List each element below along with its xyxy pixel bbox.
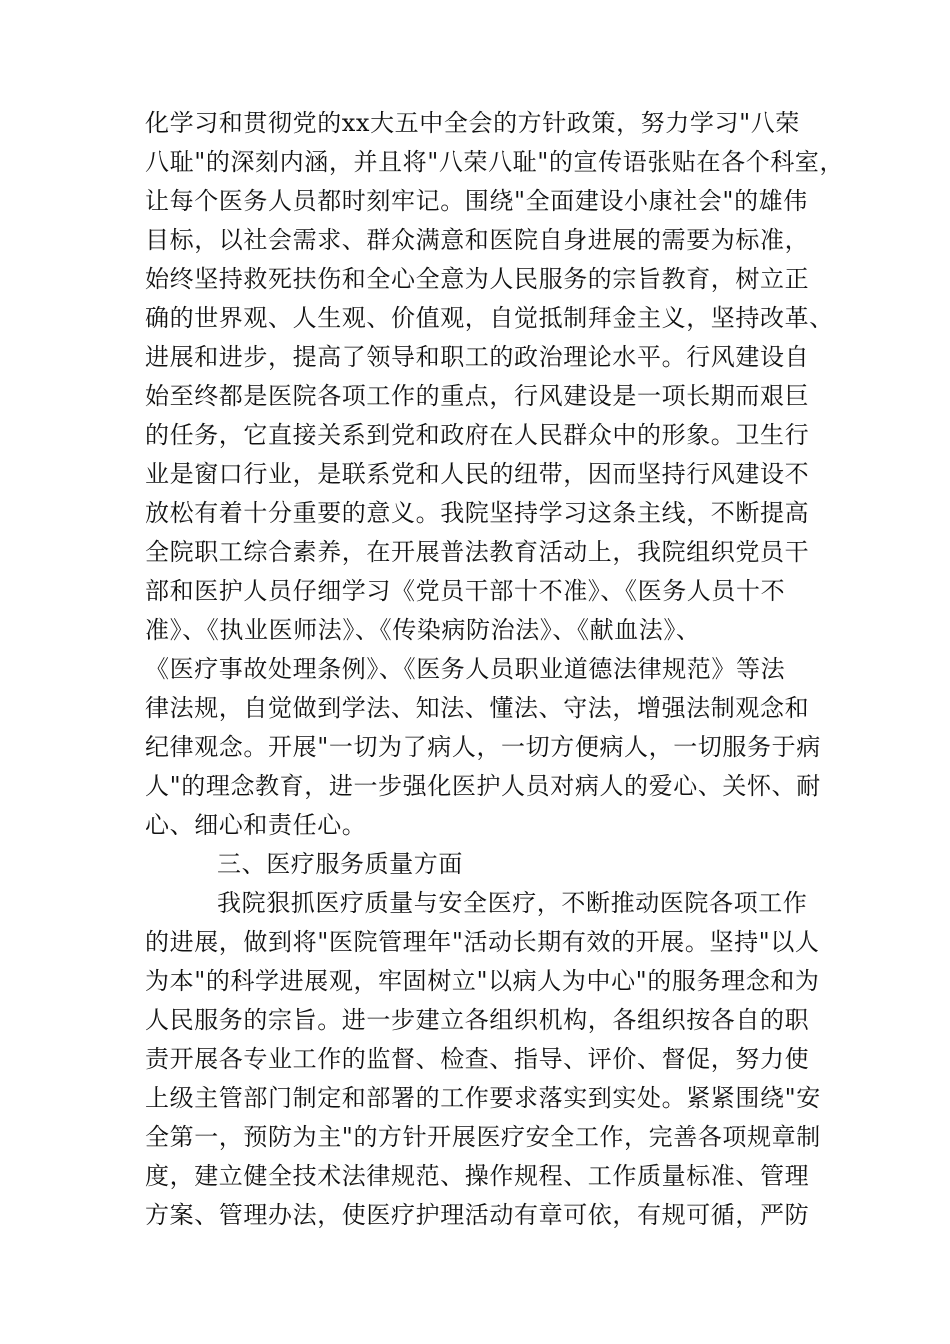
text-line: 化学习和贯彻党的xx大五中全会的方针政策，努力学习"八荣 xyxy=(145,109,800,137)
text-line: 人民服务的宗旨。进一步建立各组织机构，各组织按各自的职 xyxy=(145,1006,810,1034)
text-line: 人"的理念教育，进一步强化医护人员对病人的爱心、关怀、耐 xyxy=(145,772,821,800)
text-line: 《医疗事故处理条例》、《医务人员职业道德法律规范》等法 xyxy=(145,655,786,683)
text-line: 确的世界观、人生观、价值观，自觉抵制拜金主义，坚持改革、 xyxy=(145,304,834,332)
text-line: 始至终都是医院各项工作的重点，行风建设是一项长期而艰巨 xyxy=(145,382,810,410)
text-line: 责开展各专业工作的监督、检查、指导、评价、督促，努力使 xyxy=(145,1045,810,1073)
text-line: 让每个医务人员都时刻牢记。围绕"全面建设小康社会"的雄伟 xyxy=(145,187,808,215)
paragraph-1 xyxy=(145,104,845,845)
text-line: 为本"的科学进展观，牢固树立"以病人为中心"的服务理念和为 xyxy=(145,967,820,995)
text-line: 度，建立健全技术法律规范、操作规程、工作质量标准、管理 xyxy=(145,1162,810,1190)
text-line: 律法规，自觉做到学法、知法、懂法、守法，增强法制观念和 xyxy=(145,694,810,722)
section-heading: 三、医疗服务质量方面 xyxy=(217,850,463,878)
text-line: 八耻"的深刻内涵，并且将"八荣八耻"的宣传语张贴在各个科室， xyxy=(145,148,845,176)
text-line: 放松有着十分重要的意义。我院坚持学习这条主线，不断提高 xyxy=(145,499,810,527)
text-line: 的任务，它直接关系到党和政府在人民群众中的形象。卫生行 xyxy=(145,421,810,449)
text-line: 目标，以社会需求、群众满意和医院自身进展的需要为标准， xyxy=(145,226,810,254)
text-line: 进展和进步，提高了领导和职工的政治理论水平。行风建设自 xyxy=(145,343,810,371)
text-line: 方案、管理办法，使医疗护理活动有章可依，有规可循，严防 xyxy=(145,1201,810,1229)
text-line: 全院职工综合素养，在开展普法教育活动上，我院组织党员干 xyxy=(145,538,810,566)
text-line: 全第一，预防为主"的方针开展医疗安全工作，完善各项规章制 xyxy=(145,1123,821,1151)
text-line: 心、细心和责任心。 xyxy=(145,811,367,839)
document-body xyxy=(145,104,845,1235)
text-line: 上级主管部门制定和部署的工作要求落实到实处。紧紧围绕"安 xyxy=(145,1084,821,1112)
text-line: 始终坚持救死扶伤和全心全意为人民服务的宗旨教育，树立正 xyxy=(145,265,810,293)
text-line: 纪律观念。开展"一切为了病人，一切方便病人，一切服务于病 xyxy=(145,733,821,761)
text-line: 业是窗口行业，是联系党和人民的纽带，因而坚持行风建设不 xyxy=(145,460,810,488)
text-line: 部和医护人员仔细学习《党员干部十不准》、《医务人员十不 xyxy=(145,577,786,605)
paragraph-2 xyxy=(145,884,825,1235)
text-line: 我院狠抓医疗质量与安全医疗，不断推动医院各项工作 xyxy=(217,889,808,917)
text-line: 准》、《执业医师法》、《传染病防治法》、《献血法》、 xyxy=(145,616,701,644)
text-line: 的进展，做到将"医院管理年"活动长期有效的开展。坚持"以人 xyxy=(145,928,820,956)
